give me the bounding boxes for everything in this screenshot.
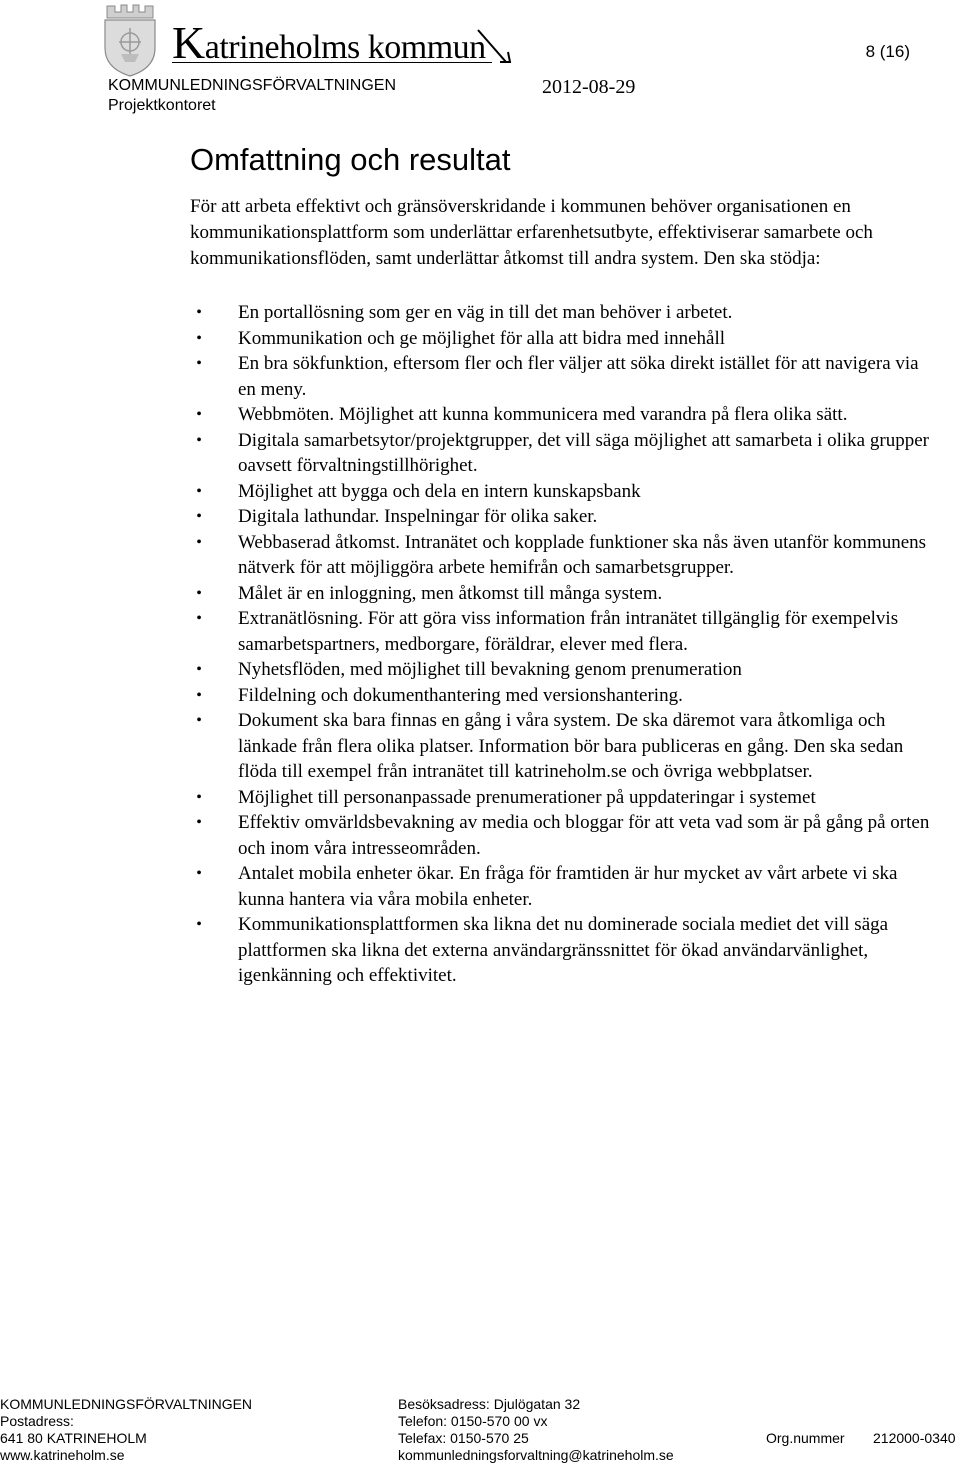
bullet-icon: • [196,661,202,678]
list-item [190,530,930,581]
bullet-icon: • [196,686,202,704]
bullet-icon: • [196,482,202,500]
list-item-text: En portallösning som ger en väg in till det man behöver i arbetet. [238,302,733,323]
bullet-icon: • [196,304,202,321]
footer-contact [398,1396,674,1464]
bullet-icon: • [196,355,202,372]
department-name: KOMMUNLEDNINGSFÖRVALTNINGEN [108,77,397,94]
bullet-icon: • [196,814,202,831]
list-item [190,428,930,479]
list-item-text: Kommunikationsplattformen ska likna det nu dominerade sociala mediet det vill säga plattformen ska likna det externa användargränssnittet för ökad användarvänlighet, igenkänning och effektivitet. [238,914,889,986]
list-item [190,912,930,989]
list-item-text: Dokument ska bara finnas en gång i våra system. De ska däremot vara åtkomliga och länkade från flera olika platser. Information bör bara publiceras en gång. Den ska sedan flöda till exempel från intranätet till katrineholm.se och övriga webbplatser. [238,710,904,782]
footer-visit-address: Besöksadress: Djulögatan 32 [398,1396,581,1412]
list-item-text: Målet är en inloggning, men åtkomst till många system. [238,582,663,604]
bullet-icon: • [196,406,202,423]
footer-org-number-label: Org.nummer [766,1430,845,1446]
intro-paragraph: För att arbeta effektivt och gränsöverskridande i kommunen behöver organisationen en kommunikationsplattform som underlättar erfarenhetsutbyte, effektiviserar samarbete och kommunikationsflöden, samt underlättar åtkomst till andra system. Den ska stödja: [190,196,873,269]
list-item-text: Kommunikation och ge möjlighet för alla att bidra med innehåll [238,327,726,349]
organization-name-initial: K [172,17,205,68]
organization-name-rest: atrineholms kommun [204,29,486,66]
list-item-text: Möjlighet till personanpassade prenumerationer på uppdateringar i systemet [238,786,816,808]
list-item-text: Antalet mobila enheter ökar. En fråga för framtiden är hur mycket av vårt arbete vi ska kunna hantera via våra mobila enheter. [238,863,898,910]
list-item-text: Digitala samarbetsytor/projektgrupper, det vill säga möjlighet att samarbeta i olika grupper oavsett förvaltningstillhörighet. [238,429,929,476]
footer-org-number: 212000-0340 [873,1430,956,1446]
list-item-text: Fildelning och dokumenthantering med versionshantering. [238,684,683,706]
list-item [190,479,930,505]
footer-phone: Telefon: 0150-570 00 vx [398,1413,548,1429]
page-number: 8 (16) [865,42,910,61]
footer-department: KOMMUNLEDNINGSFÖRVALTNINGEN [0,1396,253,1412]
bullet-icon: • [196,610,202,627]
bullet-icon: • [196,788,202,806]
list-item [190,810,930,861]
footer-email: kommunledningsforvaltning@katrineholm.se [398,1447,674,1463]
list-item [190,657,930,683]
list-item-text: Möjlighet att bygga och dela en intern kunskapsbank [238,480,641,502]
list-item [190,402,930,428]
intro-section [190,194,910,272]
bullet-icon: • [196,916,202,933]
list-item-text: Extranätlösning. För att göra viss information från intranätet tillgänglig för exempelvis samarbetspartners, medborgare, föräldrar, elever med flera. [238,608,899,655]
footer-postal-address: 641 80 KATRINEHOLM [0,1430,147,1446]
footer-fax: Telefax: 0150-570 25 [398,1430,529,1446]
header-rule [172,62,492,63]
list-item [190,351,930,402]
page-title: Omfattning och resultat [190,142,511,177]
bullet-icon: • [196,533,202,551]
office-name: Projektkontoret [108,97,216,114]
bullet-icon: • [196,712,202,729]
requirements-list [190,300,930,989]
list-item-text: En bra sökfunktion, eftersom fler och fler väljer att söka direkt istället för att navigera via en meny. [238,353,919,400]
list-item [190,708,930,785]
footer-left [0,1396,252,1464]
list-item [190,326,930,352]
list-item [190,683,930,709]
list-item [190,300,930,326]
list-item [190,504,930,530]
footer-postal-label: Postadress: [0,1413,74,1429]
list-item [190,785,930,811]
list-item-text: Digitala lathundar. Inspelningar för olika saker. [238,506,598,527]
bullet-icon: • [196,865,202,882]
organization-name [172,17,486,68]
document-date: 2012-08-29 [542,76,636,98]
list-item [190,861,930,912]
footer-website: www.katrineholm.se [0,1447,125,1463]
list-item [190,606,930,657]
bullet-icon: • [196,584,202,602]
list-item [190,581,930,607]
bullet-icon: • [196,508,202,525]
header-slash-icon [476,28,516,66]
bullet-icon: • [196,329,202,347]
list-item-text: Nyhetsflöden, med möjlighet till bevakning genom prenumeration [238,659,742,680]
list-item-text: Webbaserad åtkomst. Intranätet och kopplade funktioner ska nås även utanför kommunens nätverk för att möjliggöra arbete hemifrån och samarbetsgrupper. [238,531,927,578]
list-item-text: Effektiv omvärldsbevakning av media och bloggar för att veta vad som är på gång på orten och inom våra intresseområden. [238,812,930,859]
list-item-text: Webbmöten. Möjlighet att kunna kommunicera med varandra på flera olika sätt. [238,404,848,425]
bullet-icon: • [196,431,202,449]
municipal-coat-of-arms-icon [101,2,159,78]
